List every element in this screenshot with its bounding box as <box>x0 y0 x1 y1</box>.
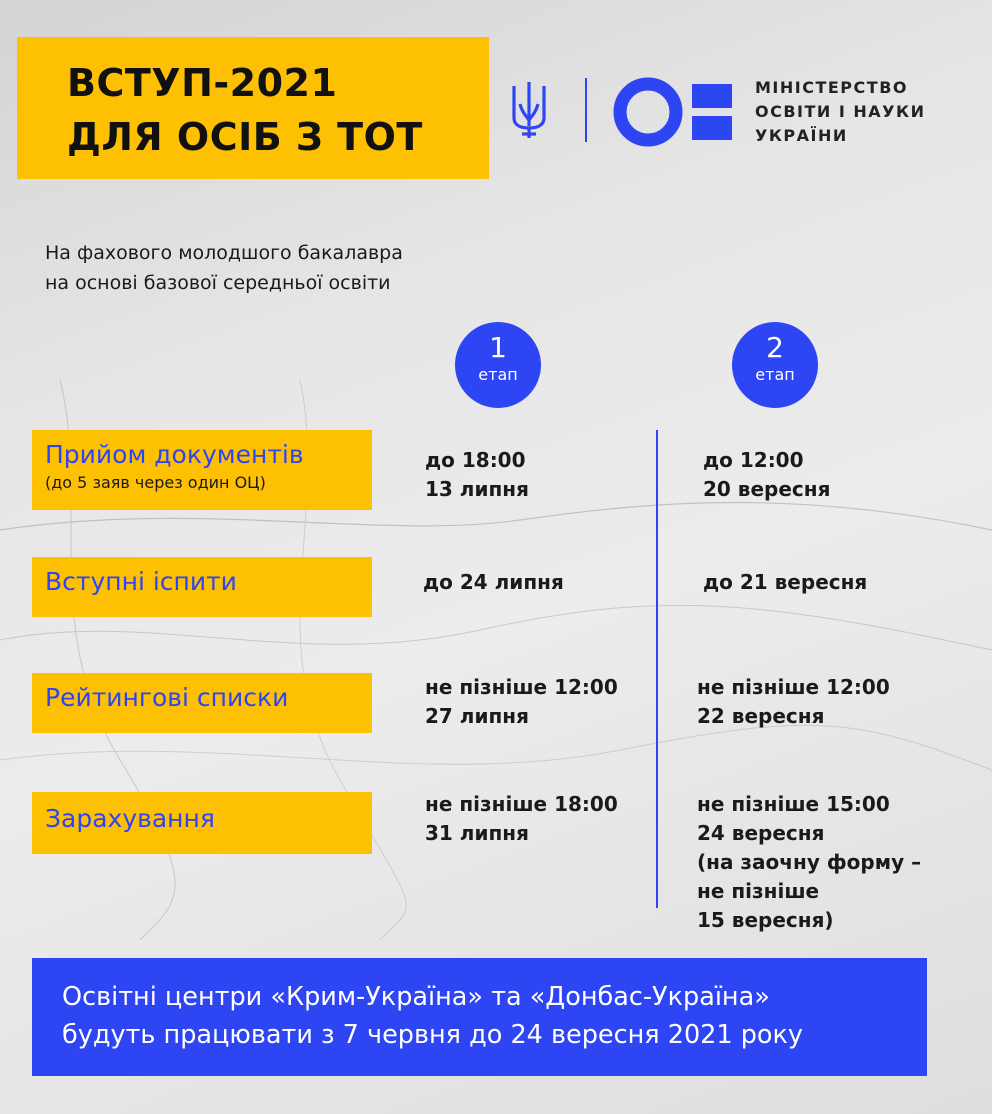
tryzub-icon <box>510 80 548 140</box>
documents-stage-2 <box>703 446 830 504</box>
exams-stage-1-date: до 24 липня <box>423 570 564 594</box>
stage-2-number: 2 <box>766 331 784 364</box>
row-title-rankings: Рейтингові списки <box>45 683 289 712</box>
documents-stage-2-time: до 12:00 <box>703 448 804 472</box>
row-label-exams <box>32 557 372 617</box>
ministry-line-2: ОСВІТИ І НАУКИ <box>755 102 926 121</box>
enrollment-stage-2 <box>697 790 921 935</box>
row-label-rankings <box>32 673 372 733</box>
enrollment-stage-2-note-3: 15 вересня) <box>697 908 834 932</box>
stage-1-number: 1 <box>489 331 507 364</box>
logo-divider <box>585 78 587 142</box>
ministry-line-3: УКРАЇНИ <box>755 126 848 145</box>
title-line-1: ВСТУП-2021 <box>67 61 338 105</box>
documents-stage-1-time: до 18:00 <box>425 448 526 472</box>
subtitle <box>45 238 403 298</box>
documents-stage-2-date: 20 вересня <box>703 477 831 501</box>
title-banner <box>17 37 489 179</box>
rankings-stage-2-date: 22 вересня <box>697 704 825 728</box>
row-label-enrollment <box>32 792 372 854</box>
exams-stage-2 <box>703 568 867 597</box>
row-label-documents <box>32 430 372 510</box>
enrollment-stage-1-date: 31 липня <box>425 821 529 845</box>
documents-stage-1 <box>425 446 529 504</box>
exams-stage-1 <box>423 568 564 597</box>
row-subtitle-documents: (до 5 заяв через один ОЦ) <box>45 473 266 492</box>
footer-line-2: будуть працювати з 7 червня до 24 вересня 2021 року <box>62 1020 804 1050</box>
stage-2-label: етап <box>755 365 795 384</box>
enrollment-stage-2-time: не пізніше 15:00 <box>697 792 890 816</box>
rankings-stage-1-date: 27 липня <box>425 704 529 728</box>
footer-banner <box>32 958 927 1076</box>
enrollment-stage-1 <box>425 790 618 848</box>
ministry-name <box>755 76 925 148</box>
enrollment-stage-2-note-2: не пізніше <box>697 879 820 903</box>
rankings-stage-2-time: не пізніше 12:00 <box>697 675 890 699</box>
enrollment-stage-2-note-1: (на заочну форму – <box>697 850 922 874</box>
exams-stage-2-date: до 21 вересня <box>703 570 868 594</box>
enrollment-stage-1-time: не пізніше 18:00 <box>425 792 618 816</box>
enrollment-stage-2-date: 24 вересня <box>697 821 825 845</box>
ministry-line-1: МІНІСТЕРСТВО <box>755 78 908 97</box>
rankings-stage-1 <box>425 673 618 731</box>
subtitle-line-2: на основі базової середньої освіти <box>45 272 391 294</box>
ministry-logo-icon <box>610 72 740 152</box>
rankings-stage-1-time: не пізніше 12:00 <box>425 675 618 699</box>
stage-2-badge <box>732 322 818 408</box>
documents-stage-1-date: 13 липня <box>425 477 529 501</box>
rankings-stage-2 <box>697 673 890 731</box>
row-title-exams: Вступні іспити <box>45 567 237 596</box>
title-line-2: ДЛЯ ОСІБ З ТОТ <box>67 115 423 159</box>
stage-1-badge <box>455 322 541 408</box>
footer-line-1: Освітні центри «Крим-Україна» та «Донбас-Україна» <box>62 982 770 1012</box>
row-title-enrollment: Зарахування <box>45 804 215 833</box>
row-title-documents: Прийом документів <box>45 440 304 469</box>
stage-1-label: етап <box>478 365 518 384</box>
stage-divider-line <box>656 430 658 908</box>
subtitle-line-1: На фахового молодшого бакалавра <box>45 242 403 264</box>
